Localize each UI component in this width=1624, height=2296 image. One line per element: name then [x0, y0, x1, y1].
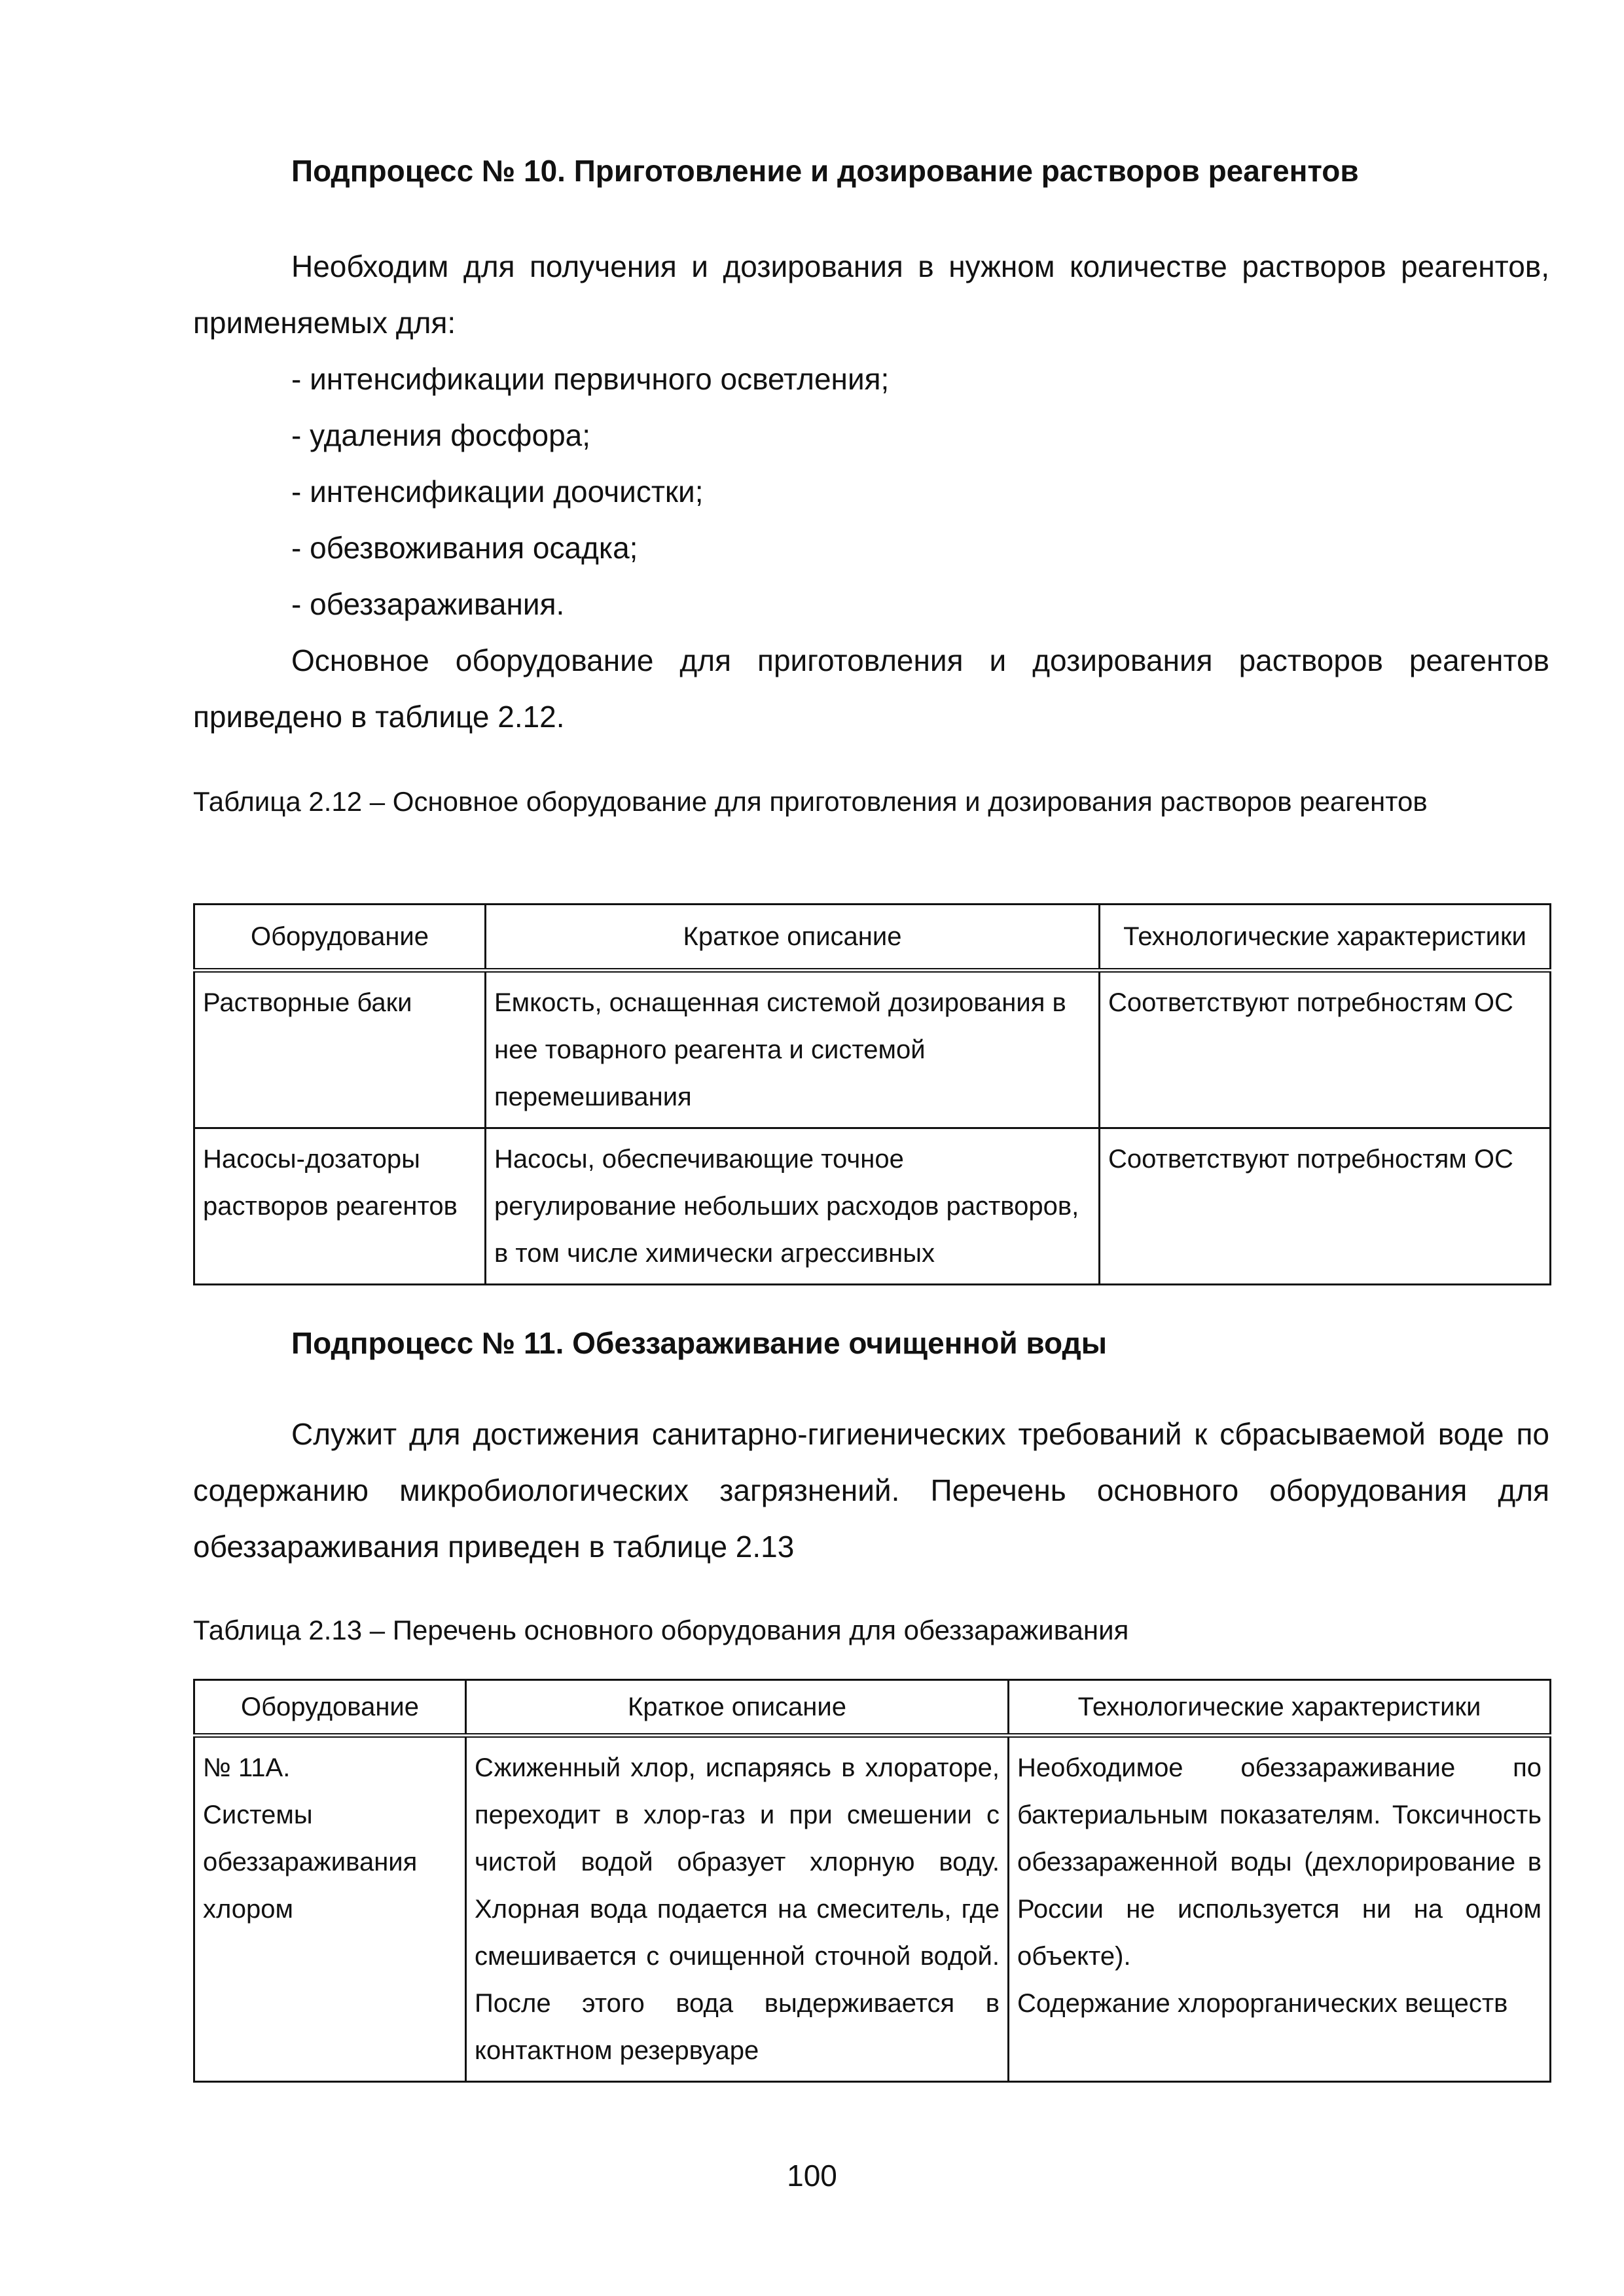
table-cell: Насосы, обеспечивающие точное регулирование небольших расходов растворов, в том числе химически агрессивных	[486, 1128, 1100, 1285]
table-cell: Емкость, оснащенная системой дозирования в нее товарного реагента и системой перемешивания	[486, 971, 1100, 1128]
table-13	[193, 1679, 1551, 2083]
section-10-outro: Основное оборудование для приготовления и дозирования растворов реагентов приведено в таблице 2.12.	[193, 643, 1549, 734]
table-13-caption: Таблица 2.13 – Перечень основного оборудования для обеззараживания	[193, 1615, 1129, 1645]
table-cell: Соответствуют потребностям ОС	[1100, 971, 1551, 1128]
section-10-heading: Подпроцесс № 10. Приготовление и дозирование растворов реагентов	[291, 154, 1359, 188]
table-cell: Соответствуют потребностям ОС	[1100, 1128, 1551, 1285]
list-item: - удаления фосфора;	[291, 418, 591, 452]
table-13-wrapper	[193, 1679, 1549, 2083]
section-10-intro: Необходим для получения и дозирования в нужном количестве растворов реагентов, применяемых для:	[193, 249, 1549, 340]
table-12-caption-block	[193, 778, 1549, 826]
list-item: - обеззараживания.	[291, 587, 565, 621]
list-item: - обезвоживания осадка;	[291, 531, 638, 565]
list-item: - интенсификации первичного осветления;	[291, 362, 890, 396]
table-cell: Сжиженный хлор, испаряясь в хлораторе, переходит в хлор-газ и при смешении с чистой водой образует хлорную воду. Хлорная вода подается на смеситель, где смешивается с очищенной сточной водой. После этого вода выдерживается в контактном резервуаре	[466, 1736, 1009, 2082]
table-cell: № 11А. Системы обеззараживания хлором	[194, 1736, 466, 2082]
column-header: Краткое описание	[466, 1680, 1009, 1736]
section-11-heading: Подпроцесс № 11. Обеззараживание очищенной воды	[291, 1326, 1108, 1360]
section-10-body	[193, 238, 1549, 745]
table-12-header-row	[194, 905, 1551, 971]
table-12-wrapper	[193, 903, 1549, 1285]
table-row	[194, 1736, 1551, 2082]
table-cell: Необходимое обеззараживание по бактериальным показателям. Токсичность обеззараженной воды (дехлорирование в России не используется ни на одном объекте). Содержание хлорорганических веществ	[1009, 1736, 1551, 2082]
section-11-body	[193, 1406, 1549, 1575]
table-cell: Растворные баки	[194, 971, 486, 1128]
table-13-header-row	[194, 1680, 1551, 1736]
table-13-caption-block	[193, 1606, 1549, 1655]
section-10	[193, 152, 1549, 190]
table-12-caption: Таблица 2.12 – Основное оборудование для приготовления и дозирования растворов реагентов	[193, 786, 1428, 817]
column-header: Технологические характеристики	[1009, 1680, 1551, 1736]
column-header: Технологические характеристики	[1100, 905, 1551, 971]
list-item: - интенсификации доочистки;	[291, 475, 704, 509]
table-12	[193, 903, 1551, 1285]
table-row	[194, 1128, 1551, 1285]
section-11-text: Служит для достижения санитарно-гигиенических требований к сбрасываемой воде по содержанию микробиологических загрязнений. Перечень основного оборудования для обеззараживания приведен в таблице 2.13	[193, 1417, 1549, 1564]
section-11	[193, 1324, 1549, 1362]
column-header: Оборудование	[194, 905, 486, 971]
page-number: 100	[787, 2159, 837, 2193]
column-header: Оборудование	[194, 1680, 466, 1736]
column-header: Краткое описание	[486, 905, 1100, 971]
table-cell: Насосы-дозаторы растворов реагентов	[194, 1128, 486, 1285]
table-row	[194, 971, 1551, 1128]
